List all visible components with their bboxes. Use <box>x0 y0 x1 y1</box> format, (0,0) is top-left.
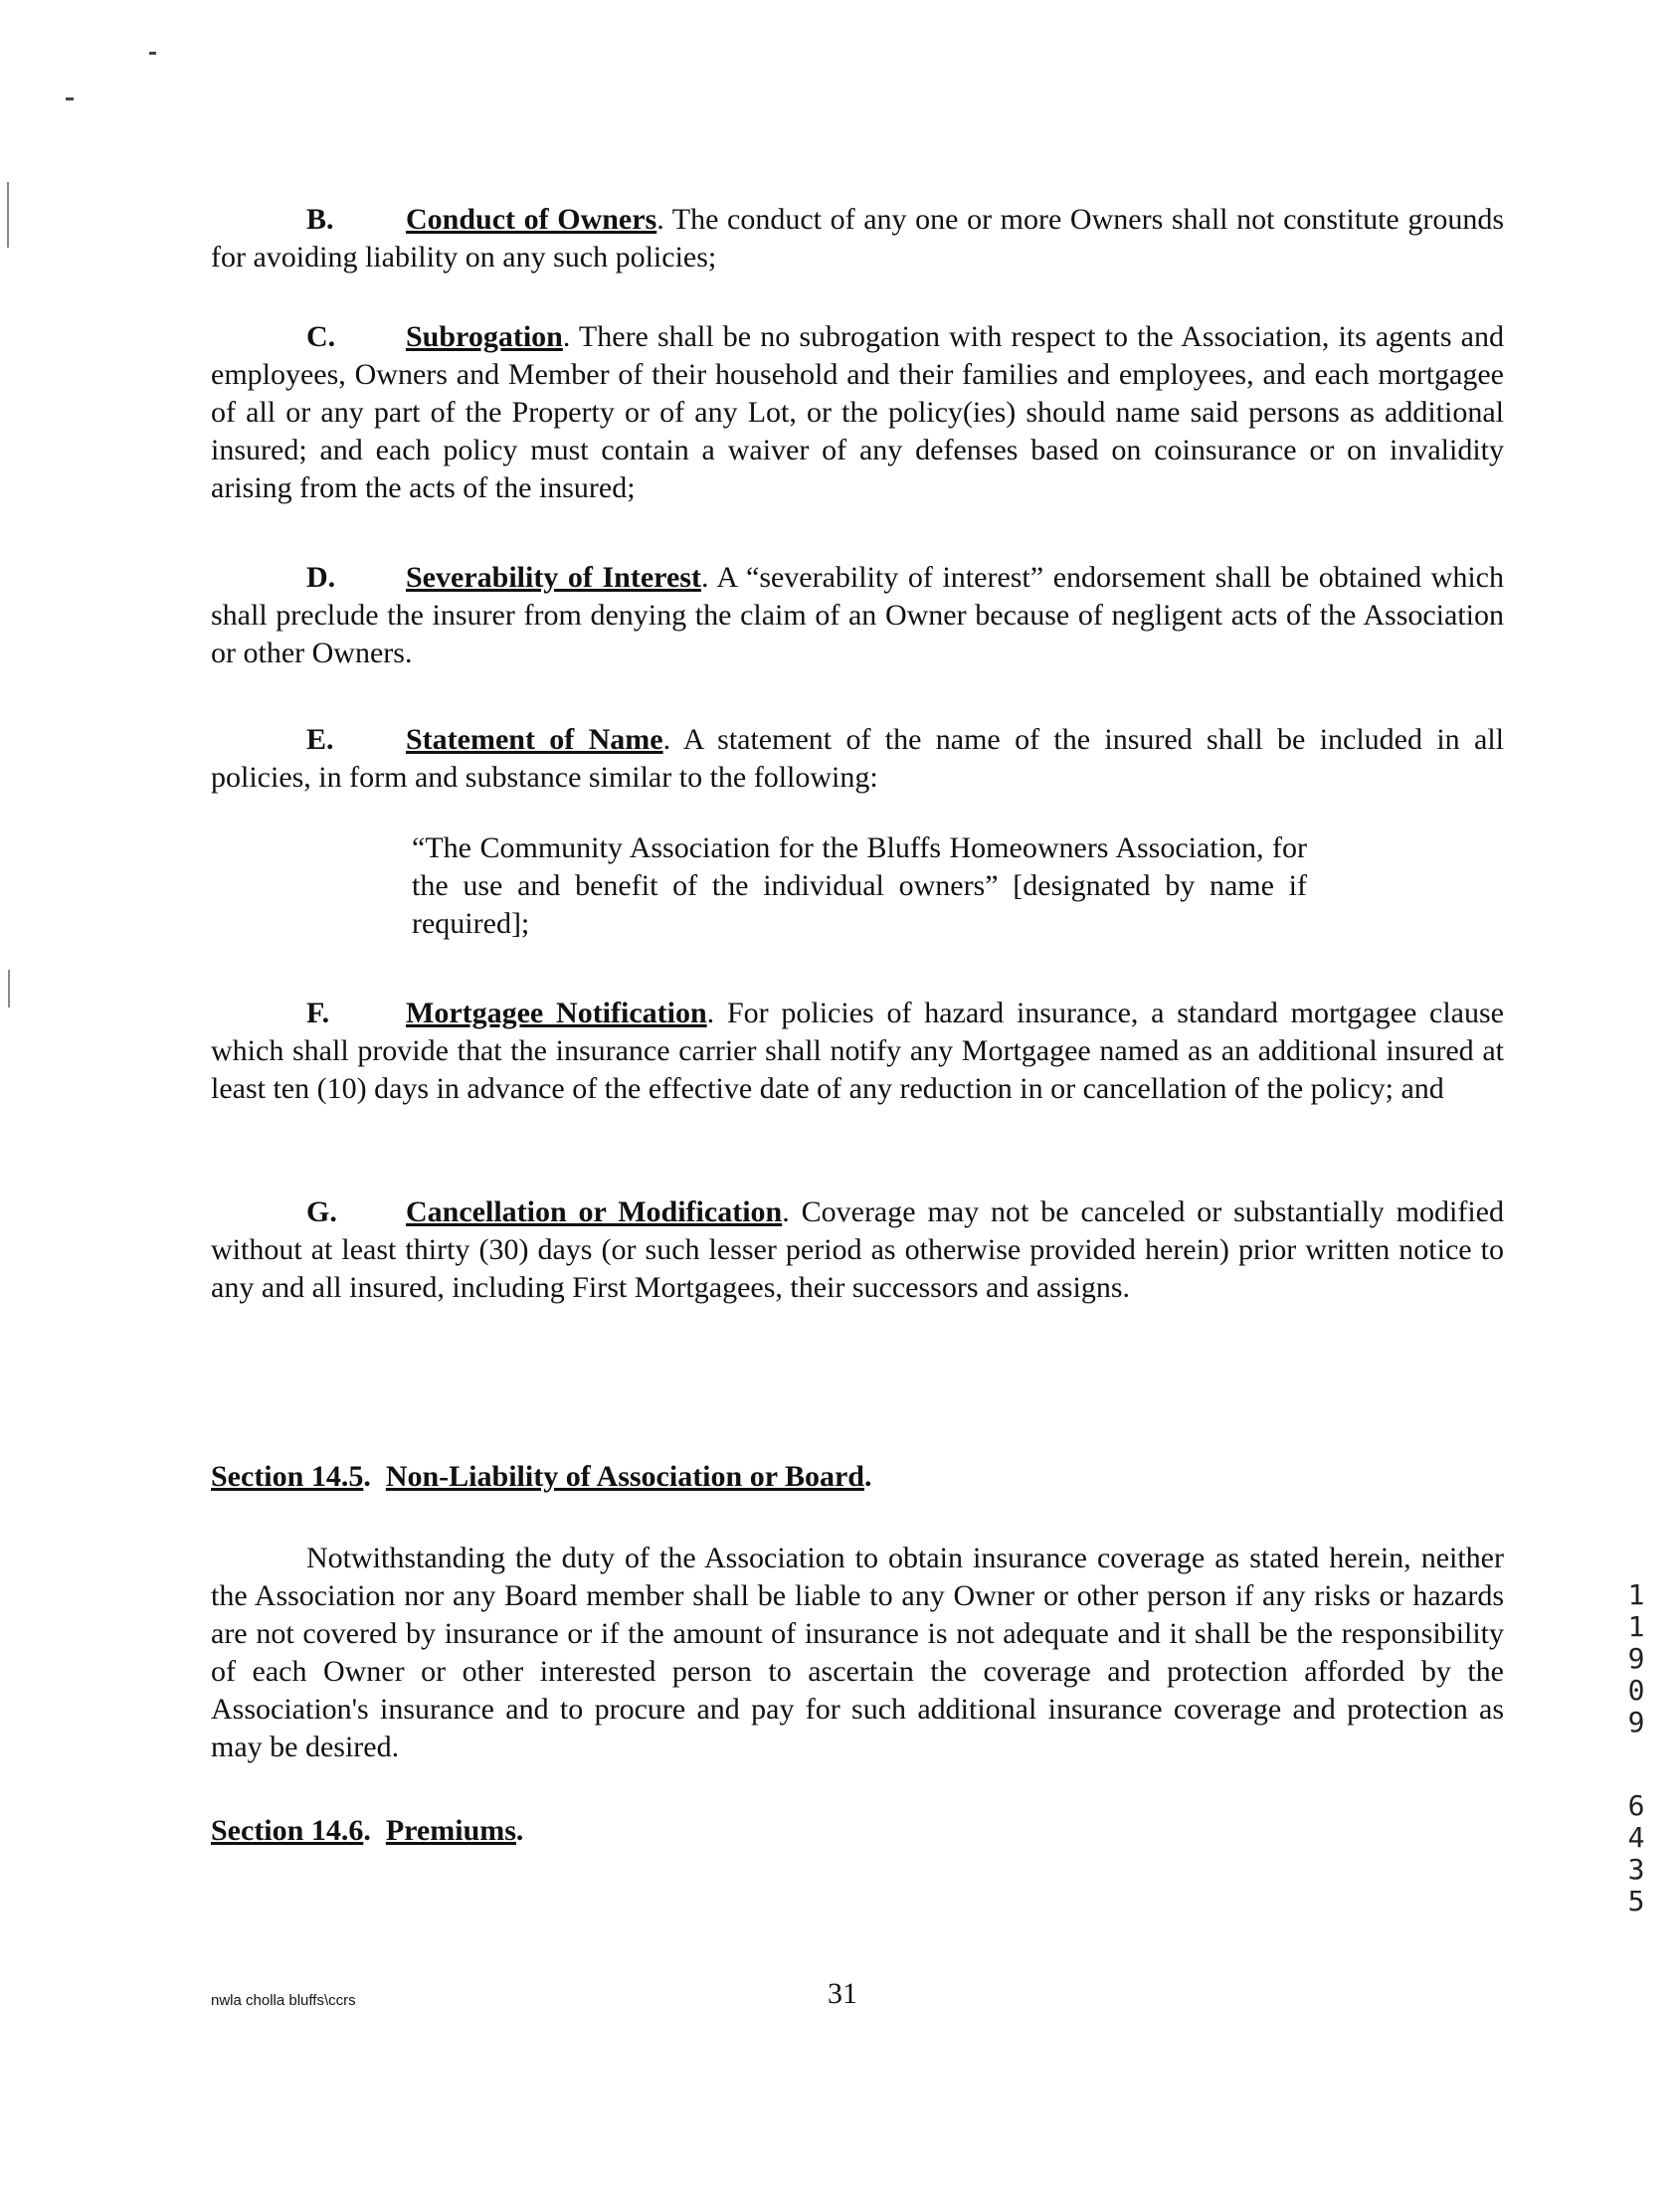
clause-heading: Mortgagee Notification <box>406 997 707 1029</box>
clause-letter: G. <box>306 1195 337 1228</box>
clause-heading: Conduct of Owners <box>406 203 657 236</box>
footer-file-path: nwla cholla bluffs\ccrs <box>211 1992 356 2009</box>
recording-number-bottom: 6 4 3 5 <box>1627 1789 1645 1918</box>
scan-mark <box>7 182 9 248</box>
clause-g <box>211 1193 1504 1307</box>
clause-f <box>211 995 1504 1108</box>
recording-number-top: 1 1 9 0 9 <box>1627 1578 1645 1738</box>
clause-text: . The conduct of any one or more Owners shall not constitute grounds for avoiding liability on any such policies; <box>211 203 1504 274</box>
clause-heading: Subrogation <box>406 320 563 353</box>
insured-name-quote: “The Community Association for the Bluffs Homeowners Association, for the use and benefit of the individual owners” [designated by name if required]; <box>412 831 1307 940</box>
section-title: Premiums <box>385 1814 516 1847</box>
clause-text: . A statement of the name of the insured shall be included in all policies, in form and substance similar to the following: <box>211 723 1504 794</box>
clause-heading: Statement of Name <box>406 723 663 756</box>
clause-heading: Severability of Interest <box>406 561 701 594</box>
section-number: Section 14.6 <box>211 1814 364 1847</box>
clause-text: . Coverage may not be canceled or substantially modified without at least thirty (30) days (or such lesser period as otherwise provided herein) prior written notice to any and all insured, including First Mortgagees, their successors and assigns. <box>211 1195 1504 1304</box>
scan-mark <box>8 970 10 1007</box>
clause-letter: E. <box>306 723 334 756</box>
clause-heading: Cancellation or Modification <box>406 1195 783 1228</box>
clause-text: . A “severability of interest” endorsement shall be obtained which shall preclude the insurer from denying the claim of an Owner because of negligent acts of the Association or other Owners. <box>211 561 1504 669</box>
clause-letter: D. <box>306 561 336 594</box>
clause-letter: B. <box>306 203 334 236</box>
clause-letter: F. <box>306 997 330 1029</box>
clause-c <box>211 318 1504 507</box>
clause-b <box>211 201 1504 276</box>
section-title: Non-Liability of Association or Board <box>385 1460 864 1493</box>
clause-e <box>211 721 1504 797</box>
clause-d <box>211 559 1504 672</box>
clause-text: . There shall be no subrogation with respect to the Association, its agents and employees, Owners and Member of their household and their families and employees, and each mortgagee of all or any part of the Property or of any Lot, or the policy(ies) should name said persons as additional insured; and each policy must contain a waiver of any defenses based on coinsurance or on invalidity arising from the acts of the insured; <box>211 320 1504 504</box>
section-14-5-heading: Section 14.5. Non-Liability of Association or Board. <box>211 1460 872 1493</box>
clause-letter: C. <box>306 320 336 353</box>
section-14-5-body <box>211 1540 1504 1766</box>
scan-mark <box>149 52 156 55</box>
section-14-6-heading: Section 14.6. Premiums. <box>211 1814 524 1847</box>
section-number: Section 14.5 <box>211 1460 364 1493</box>
section-body-text: Notwithstanding the duty of the Association to obtain insurance coverage as stated herein, neither the Association nor any Board member shall be liable to any Owner or other person if any risks or hazards are not covered by insurance or if the amount of insurance is not adequate and it shall be the responsibility of each Owner or other interested person to ascertain the coverage and protection afforded by the Association's insurance and to procure and pay for such additional insurance coverage and protection as may be desired. <box>211 1542 1504 1763</box>
scan-mark <box>66 97 74 100</box>
page-number: 31 <box>828 1977 857 2010</box>
clause-text: . For policies of hazard insurance, a standard mortgagee clause which shall provide that the insurance carrier shall notify any Mortgagee named as an additional insured at least ten (10) days in advance of the effective date of any reduction in or cancellation of the policy; and <box>211 997 1504 1105</box>
